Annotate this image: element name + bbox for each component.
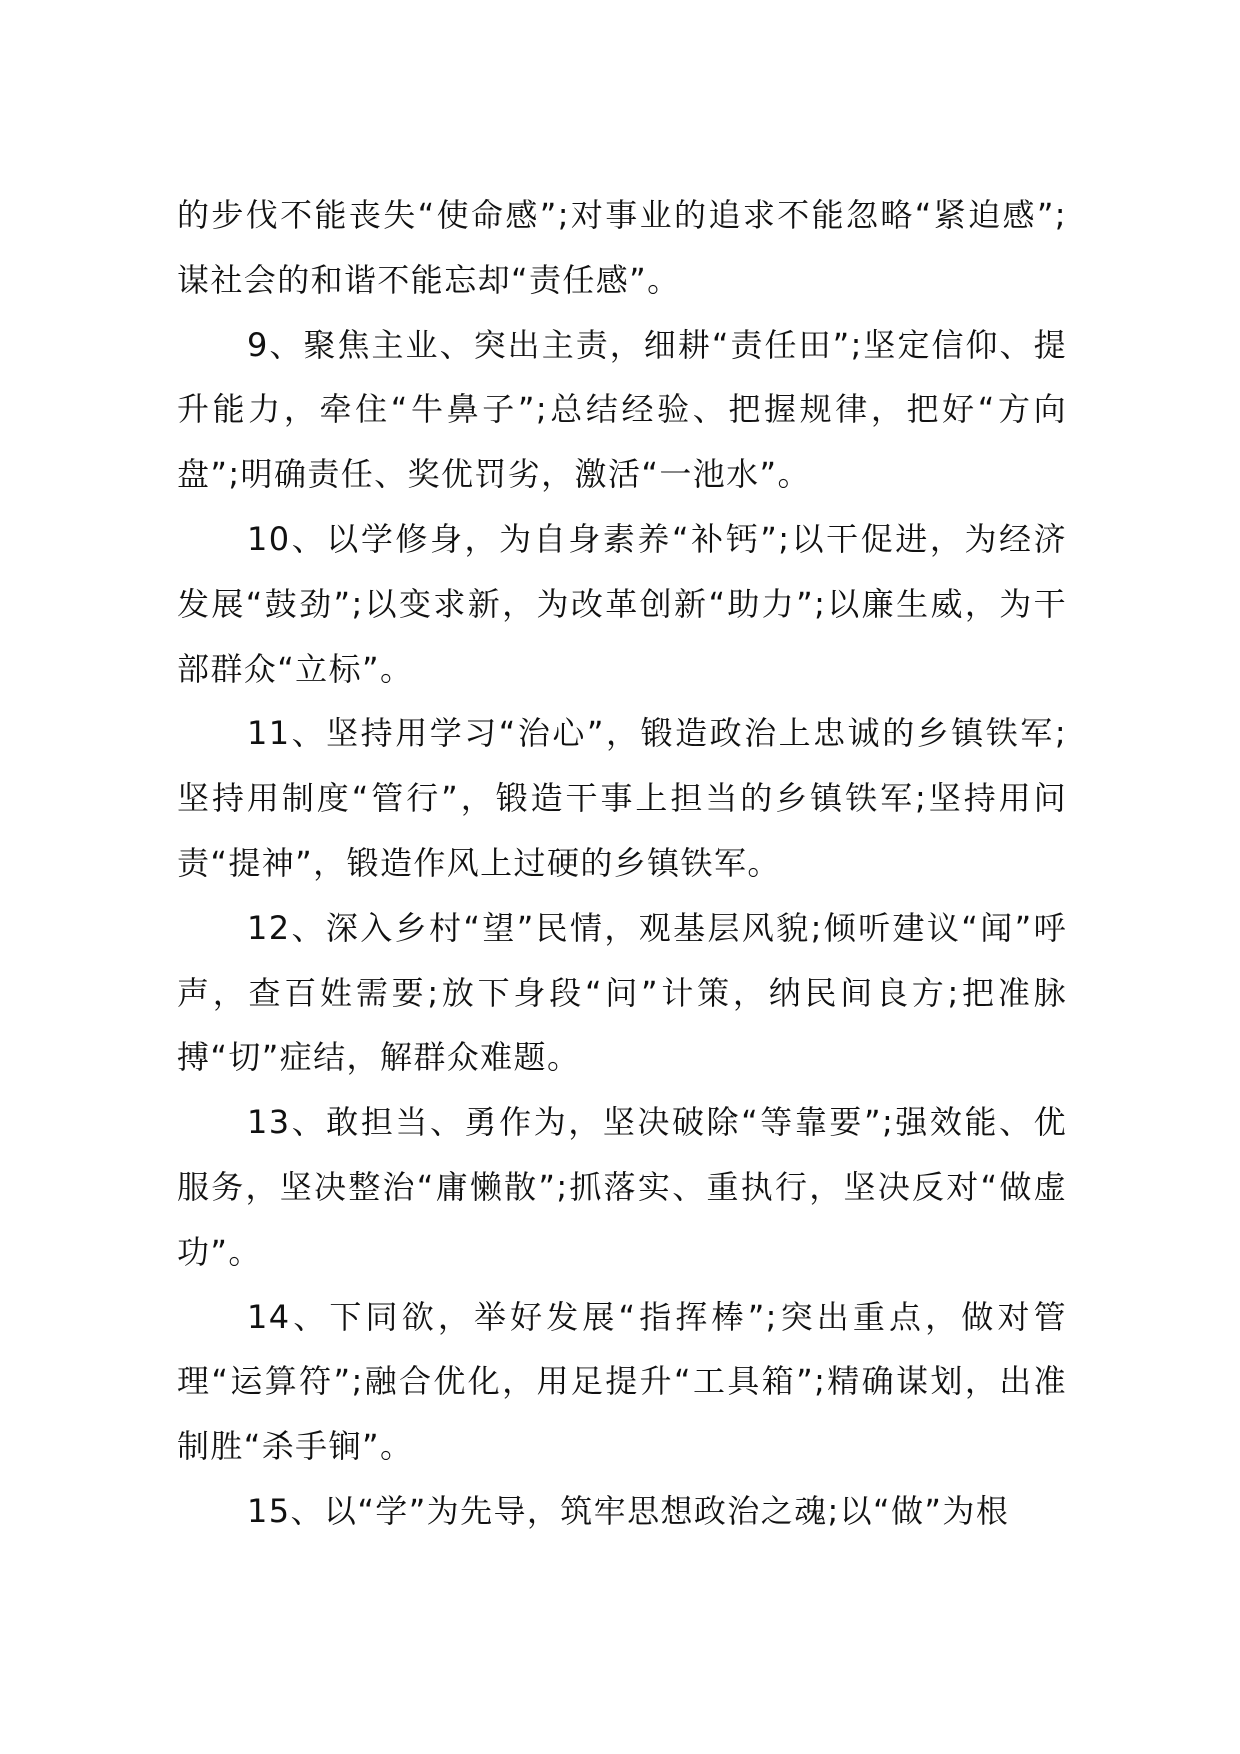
paragraph-item-11: 11、坚持用学习“治心”，锻造政治上忠诚的乡镇铁军;坚持用制度“管行”，锻造干事上担当的乡镇铁军;坚持用问责“提神”，锻造作风上过硬的乡镇铁军。 xyxy=(177,714,1067,882)
paragraph-item-15: 15、以“学”为先导，筑牢思想政治之魂;以“做”为根 xyxy=(247,1491,1010,1530)
paragraph-item-14: 14、下同欲，举好发展“指挥棒”;突出重点，做对管理“运算符”;融合优化，用足提升“工具箱”;精确谋划，出准制胜“杀手锏”。 xyxy=(177,1297,1067,1466)
paragraph-continuation: 的步伐不能丧失“使命感”;对事业的追求不能忽略“紧迫感”;谋社会的和谐不能忘却“责任感”。 xyxy=(177,196,1067,299)
paragraph-item-9: 9、聚焦主业、突出主责，细耕“责任田”;坚定信仰、提升能力，牵住“牛鼻子”;总结经验、把握规律，把好“方向盘”;明确责任、奖优罚劣，激活“一池水”。 xyxy=(177,325,1067,494)
document-body xyxy=(177,183,1067,1544)
paragraph-item-10: 10、以学修身，为自身素养“补钙”;以干促进，为经济发展“鼓劲”;以变求新，为改革创新“助力”;以廉生威，为干部群众“立标”。 xyxy=(177,519,1067,688)
paragraph-item-12: 12、深入乡村“望”民情，观基层风貌;倾听建议“闻”呼声，查百姓需要;放下身段“问”计策，纳民间良方;把准脉搏“切”症结，解群众难题。 xyxy=(177,908,1067,1077)
paragraph-item-13: 13、敢担当、勇作为，坚决破除“等靠要”;强效能、优服务，坚决整治“庸懒散”;抓落实、重执行，坚决反对“做虚功”。 xyxy=(177,1103,1067,1271)
